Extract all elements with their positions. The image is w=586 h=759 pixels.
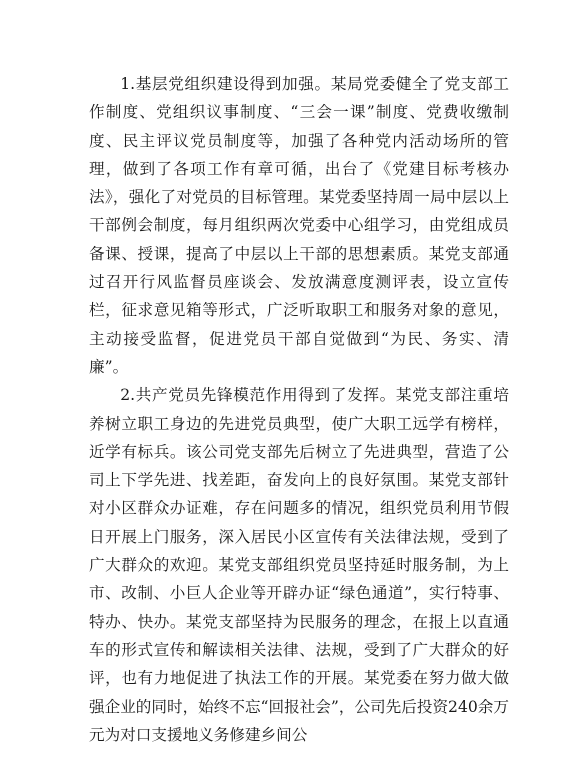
- document-body: [89, 70, 509, 749]
- paragraph-party-organization: 1.基层党组织建设得到加强。某局党委健全了党支部工作制度、党组织议事制度、“三会一课”制度、党费收缴制度、民主评议党员制度等，加强了各种党内活动场所的管理，做到了各项工作有章可循，出台了《党建目标考核办法》，强化了对党员的目标管理。某党委坚持周一局中层以上干部例会制度，每月组织两次党委中心组学习，由党组成员备课、授课，提高了中层以上干部的思想素质。某党支部通过召开行风监督员座谈会、发放满意度测评表，设立宣传栏，征求意见箱等形式，广泛听取职工和服务对象的意见，主动接受监督，促进党员干部自觉做到“为民、务实、清廉”。: [89, 75, 509, 376]
- paragraph-party-members: 2.共产党员先锋模范作用得到了发挥。某党支部注重培养树立职工身边的先进党员典型，使广大职工远学有榜样，近学有标兵。该公司党支部先后树立了先进典型，营造了公司上下学先进、找差距，奋发向上的良好氛围。某党支部针对小区群众办证难，存在问题多的情况，组织党员利用节假日开展上门服务，深入居民小区宣传有关法律法规，受到了广大群众的欢迎。某党支部组织党员坚持延时服务制，为上市、改制、小巨人企业等开辟办证“绿色通道”，实行特事、特办、快办。某党支部坚持为民服务的理念，在报上以直通车的形式宣传和解读相关法律、法规，受到了广大群众的好评，也有力地促进了执法工作的开展。某党委在努力做大做强企业的同时，始终不忘“回报社会”，公司先后投资240余万元为对口支援地义务修建乡间公: [89, 386, 509, 744]
